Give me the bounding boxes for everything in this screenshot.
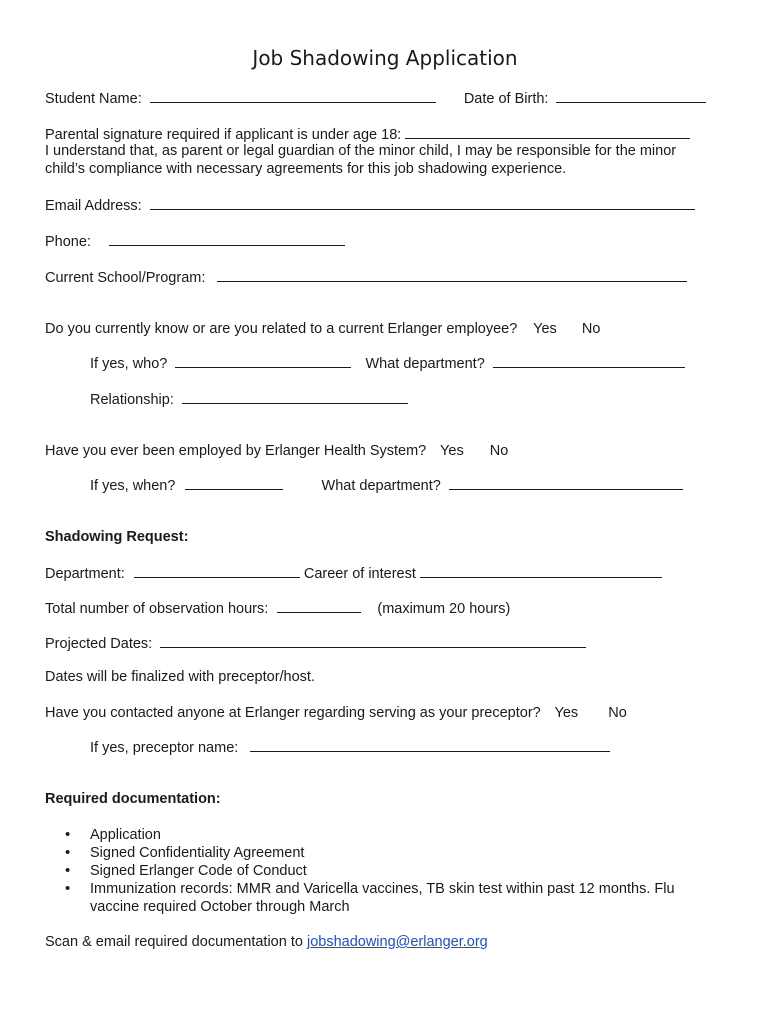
department-row bbox=[45, 563, 662, 583]
related-department-label: What department? bbox=[365, 356, 485, 372]
preceptor-name-label: If yes, preceptor name: bbox=[90, 740, 239, 756]
employed-when-field[interactable] bbox=[185, 475, 283, 490]
page-title: Job Shadowing Application bbox=[252, 46, 518, 70]
projected-dates-label: Projected Dates: bbox=[45, 636, 153, 652]
list-item: • Signed Erlanger Code of Conduct bbox=[45, 862, 715, 880]
required-doc-heading: Required documentation: bbox=[45, 791, 221, 807]
shadowing-request-heading: Shadowing Request: bbox=[45, 529, 189, 545]
email-row bbox=[45, 195, 695, 215]
preceptor-yes-option[interactable]: Yes bbox=[554, 705, 579, 721]
parental-signature-field[interactable] bbox=[405, 124, 690, 139]
hours-label: Total number of observation hours: bbox=[45, 601, 269, 617]
phone-field[interactable] bbox=[109, 231, 345, 246]
related-who-row bbox=[90, 353, 685, 373]
preceptor-name-field[interactable] bbox=[250, 737, 610, 752]
related-who-field[interactable] bbox=[175, 353, 351, 368]
phone-row bbox=[45, 231, 345, 251]
parental-statement: I understand that, as parent or legal guardian of the minor child, I may be responsible for the minor child’s compliance with necessary agreements for this job shadowing experience. bbox=[45, 143, 677, 177]
student-name-label: Student Name: bbox=[45, 91, 142, 107]
employed-question: Have you ever been employed by Erlanger Health System? bbox=[45, 443, 427, 459]
school-field[interactable] bbox=[217, 267, 687, 282]
if-yes-when-label: If yes, when? bbox=[90, 478, 176, 494]
if-yes-who-label: If yes, who? bbox=[90, 356, 168, 372]
department-label: Department: bbox=[45, 566, 125, 582]
related-question-row bbox=[45, 320, 600, 338]
student-name-field[interactable] bbox=[150, 88, 436, 103]
dob-field[interactable] bbox=[556, 88, 706, 103]
preceptor-name-row bbox=[90, 737, 610, 757]
parental-signature-label: Parental signature required if applicant is under age 18: bbox=[45, 127, 402, 143]
preceptor-question: Have you contacted anyone at Erlanger regarding serving as your preceptor? bbox=[45, 705, 541, 721]
email-field[interactable] bbox=[150, 195, 695, 210]
career-label: Career of interest bbox=[303, 566, 416, 582]
projected-dates-field[interactable] bbox=[160, 633, 586, 648]
related-yes-option[interactable]: Yes bbox=[533, 321, 557, 337]
projected-dates-row bbox=[45, 633, 586, 653]
dob-label: Date of Birth: bbox=[463, 91, 549, 107]
email-link[interactable]: jobshadowing@erlanger.org bbox=[306, 934, 488, 950]
preceptor-question-row bbox=[45, 704, 627, 722]
related-question: Do you currently know or are you related to a current Erlanger employee? bbox=[45, 321, 518, 337]
list-item: • Application bbox=[45, 826, 715, 844]
related-department-field[interactable] bbox=[493, 353, 685, 368]
list-item: • Signed Confidentiality Agreement bbox=[45, 844, 715, 862]
dates-finalized-note: Dates will be finalized with preceptor/host. bbox=[45, 669, 315, 685]
relationship-label: Relationship: bbox=[90, 392, 174, 408]
career-field[interactable] bbox=[420, 563, 662, 578]
preceptor-no-option[interactable]: No bbox=[608, 705, 627, 721]
department-field[interactable] bbox=[134, 563, 300, 578]
employed-when-row bbox=[90, 475, 683, 495]
hours-row bbox=[45, 598, 510, 618]
school-label: Current School/Program: bbox=[45, 270, 206, 286]
employed-question-row bbox=[45, 442, 508, 460]
hours-field[interactable] bbox=[277, 598, 361, 613]
school-row bbox=[45, 267, 687, 287]
phone-label: Phone: bbox=[45, 234, 91, 250]
related-no-option[interactable]: No bbox=[581, 321, 601, 337]
employed-no-option[interactable]: No bbox=[489, 443, 509, 459]
hours-note: (maximum 20 hours) bbox=[377, 601, 511, 617]
email-label: Email Address: bbox=[45, 198, 142, 214]
employed-department-label: What department? bbox=[321, 478, 441, 494]
parental-signature-row bbox=[45, 124, 690, 144]
employed-yes-option[interactable]: Yes bbox=[440, 443, 464, 459]
student-info-row bbox=[45, 88, 706, 108]
relationship-row bbox=[90, 389, 408, 409]
relationship-field[interactable] bbox=[182, 389, 408, 404]
list-item: • Immunization records: MMR and Varicella vaccines, TB skin test within past 12 months. Flu vaccine required October through March bbox=[45, 880, 715, 916]
scan-email-row bbox=[45, 933, 488, 951]
employed-department-field[interactable] bbox=[449, 475, 683, 490]
scan-text: Scan & email required documentation to bbox=[45, 934, 303, 950]
required-doc-list bbox=[45, 826, 715, 916]
